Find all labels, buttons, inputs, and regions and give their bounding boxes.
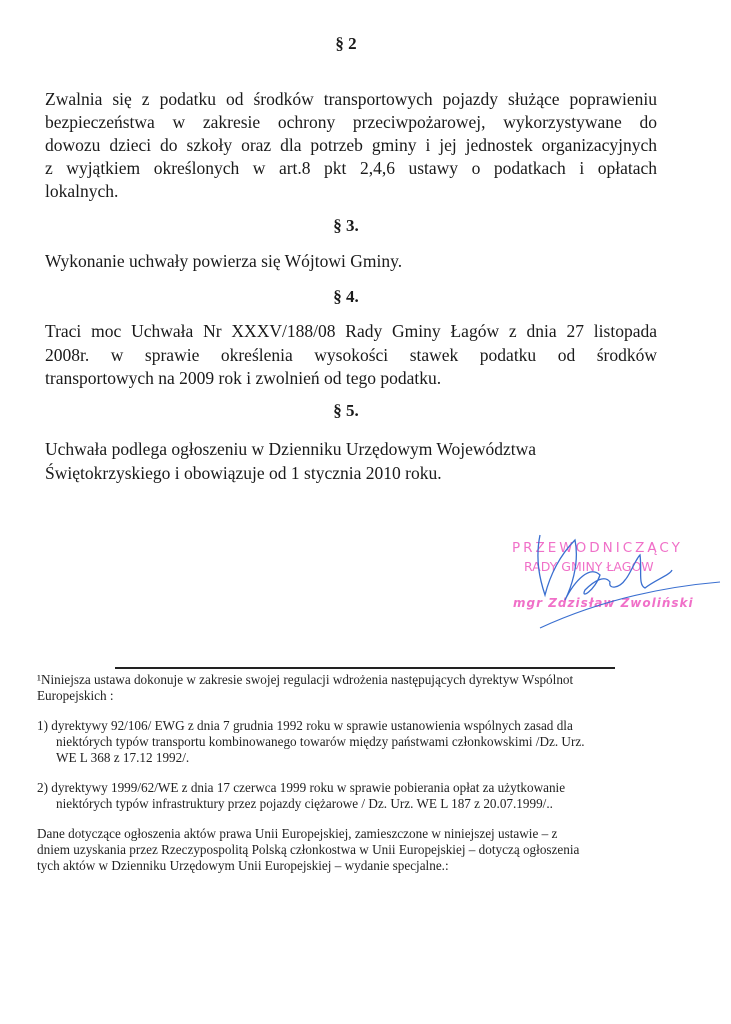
section-3-heading: § 3. [333, 216, 359, 235]
section-5-line: Świętokrzyskiego i obowiązuje od 1 stycznia 2010 roku. [45, 463, 442, 483]
section-4-line: 2008r. w sprawie określenia wysokości stawek podatku od środków [45, 345, 657, 365]
footnote-item-1: niektórych typów transportu kombinowanego towarów między państwami członkowskimi /Dz. Urz. [56, 734, 585, 749]
section-4-line: transportowych na 2009 rok i zwolnień od tego podatku. [45, 368, 442, 388]
footnote-intro: Europejskich : [37, 688, 114, 703]
stamp-org: RADY GMINY ŁAGÓW [524, 559, 654, 574]
section-2-line: bezpieczeństwa w zakresie ochrony przeciwpożarowej, wykorzystywane do [45, 112, 657, 132]
section-2-line: Zwalnia się z podatku od środków transportowych pojazdy służące poprawieniu [45, 89, 657, 109]
footnote-item-1: 1) dyrektywy 92/106/ EWG z dnia 7 grudnia 1992 roku w sprawie ustanowienia wspólnych zasad dla [37, 718, 573, 733]
footnote-note: Dane dotyczące ogłoszenia aktów prawa Unii Europejskiej, zamieszczone w niniejszej ustawie – z [37, 826, 558, 841]
section-2-line: lokalnych. [45, 181, 119, 201]
stamp-name: mgr Zdzisław Zwoliński [513, 596, 694, 610]
stamp-title: PRZEWODNICZĄCY [512, 540, 683, 556]
section-4-line: Traci moc Uchwała Nr XXXV/188/08 Rady Gminy Łagów z dnia 27 listopada [45, 321, 657, 341]
section-2-line: dowozu dzieci do szkoły oraz dla potrzeb gminy i jej jednostek organizacyjnych [45, 135, 657, 155]
section-4-heading: § 4. [333, 287, 359, 306]
section-2-line: z wyjątkiem określonych w art.8 pkt 2,4,6 ustawy o podatkach i opłatach [45, 158, 657, 178]
footnote-intro: ¹Niniejsza ustawa dokonuje w zakresie swojej regulacji wdrożenia następujących dyrektyw Wspólnot [37, 672, 574, 687]
section-5-line: Uchwała podlega ogłoszeniu w Dzienniku Urzędowym Województwa [45, 439, 537, 459]
section-2-heading: § 2 [335, 34, 357, 53]
signature-icon [480, 520, 730, 640]
footnote-item-1: WE L 368 z 17.12 1992/. [56, 750, 190, 765]
footnote-note: tych aktów w Dzienniku Urzędowym Unii Europejskiej – wydanie specjalne.: [37, 858, 449, 873]
footnote-divider [115, 667, 615, 669]
footnote-item-2: niektórych typów infrastruktury przez pojazdy ciężarowe / Dz. Urz. WE L 187 z 20.07.1999/.. [56, 796, 553, 811]
section-3-line: Wykonanie uchwały powierza się Wójtowi Gminy. [45, 251, 403, 271]
footnote-item-2: 2) dyrektywy 1999/62/WE z dnia 17 czerwca 1999 roku w sprawie pobierania opłat za użytkowanie [37, 780, 566, 795]
footnote-note: dniem uzyskania przez Rzeczypospolitą Polską członkostwa w Unii Europejskiej – dotyczą ogłoszenia [37, 842, 580, 857]
section-5-heading: § 5. [333, 401, 359, 420]
